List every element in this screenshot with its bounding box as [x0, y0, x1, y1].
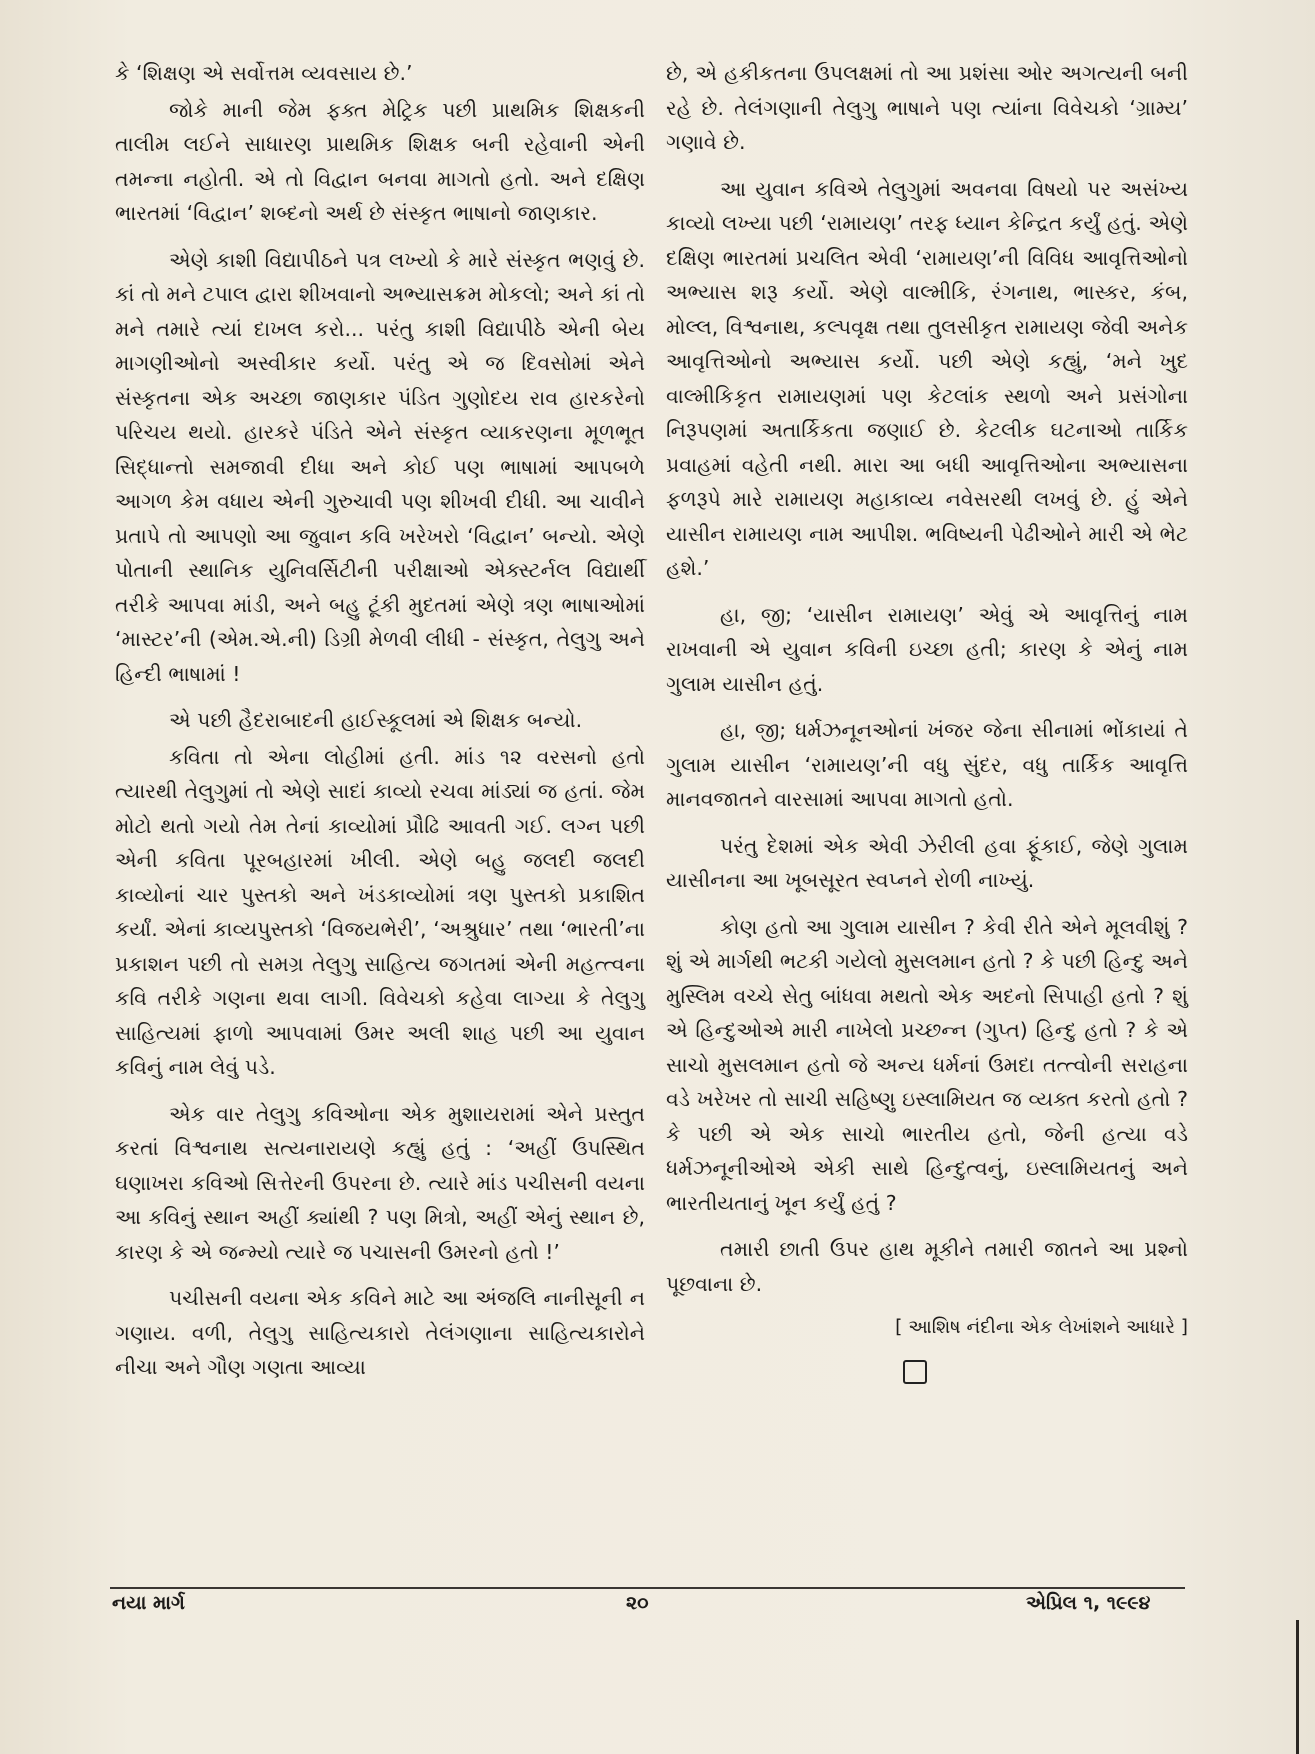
paragraph: આ યુવાન કવિએ તેલુગુમાં અવનવા વિષયો પર અસંખ્ય કાવ્યો લખ્યા પછી ‘રામાયણ’ તરફ ધ્યાન કેન્દ્રિત કર્યું હતું. એણે દક્ષિણ ભારતમાં પ્રચલિત એવી ‘રામાયણ’ની વિવિધ આવૃત્તિઓનો અભ્યાસ શરૂ કર્યો. એણે વાલ્મીકિ, રંગનાથ, ભાસ્કર, કંબ, મોલ્લ, વિશ્વનાથ, કલ્પવૃક્ષ તથા તુલસીકૃત રામાયણ જેવી અનેક આવૃત્તિઓનો અભ્યાસ કર્યો. પછી એણે કહ્યું, ‘મને ખુદ વાલ્મીકિકૃત રામાયણમાં પણ કેટલાંક સ્થળો અને પ્રસંગોના નિરૂપણમાં અતાર્કિકતા જણાઈ છે. કેટલીક ઘટનાઓ તાર્કિક પ્રવાહમાં વહેતી નથી. મારા આ બધી આવૃત્તિઓના અભ્યાસના ફળરૂપે મારે રામાયણ મહાકાવ્ય નવેસરથી લખવું છે. હું એને યાસીન રામાયણ નામ આપીશ. ભવિષ્યની પેઢીઓને મારી એ ભેટ હશે.’: [666, 176, 1188, 580]
paragraph: હા, જી; ‘યાસીન રામાયણ’ એવું એ આવૃત્તિનું નામ રાખવાની એ યુવાન કવિની ઇચ્છા હતી; કારણ કે એનું નામ ગુલામ યાસીન હતું.: [666, 602, 1188, 696]
paragraph: તમારી છાતી ઉપર હાથ મૂકીને તમારી જાતને આ પ્રશ્નો પૂછવાના છે.: [666, 1237, 1188, 1296]
paragraph: છે, એ હકીકતના ઉપલક્ષમાં તો આ પ્રશંસા ઓર અગત્યની બની રહે છે. તેલંગણાની તેલુગુ ભાષાને પણ ત્યાંના વિવેચકો ‘ગ્રામ્ય’ ગણાવે છે.: [666, 61, 1188, 154]
paragraph: એણે કાશી વિદ્યાપીઠને પત્ર લખ્યો કે મારે સંસ્કૃત ભણવું છે. કાં તો મને ટપાલ દ્વારા શીખવાનો અભ્યાસક્રમ મોકલો; અને કાં તો મને તમારે ત્યાં દાખલ કરો... પરંતુ કાશી વિદ્યાપીઠે એની બેય માગણીઓનો અસ્વીકાર કર્યો. પરંતુ એ જ દિવસોમાં એને સંસ્કૃતના એક અચ્છા જાણકાર પંડિત ગુણોદય રાવ હારકરેનો પરિચય થયો. હારકરે પંડિતે એને સંસ્કૃત વ્યાકરણના મૂળભૂત સિદ્ધાન્તો સમજાવી દીધા અને કોઈ પણ ભાષામાં આપબળે આગળ કેમ વધાય એની ગુરુચાવી પણ શીખવી દીધી. આ ચાવીને પ્રતાપે તો આપણો આ જુવાન કવિ ખરેખરો ‘વિદ્વાન’ બન્યો. એણે પોતાની સ્થાનિક યુનિવર્સિટીની પરીક્ષાઓ એક્સ્ટર્નલ વિદ્યાર્થી તરીકે આપવા માંડી, અને બહુ ટૂંકી મુદતમાં એણે ત્રણ ભાષાઓમાં ‘માસ્ટર’ની (એમ.એ.ની) ડિગ્રી મેળવી લીધી - સંસ્કૃત, તેલુગુ અને હિન્દી ભાષામાં !: [115, 247, 645, 686]
paragraph: પરંતુ દેશમાં એક એવી ઝેરીલી હવા ફૂંકાઈ, જેણે ગુલામ યાસીનના આ ખૂબસૂરત સ્વપ્નને રોળી નાખ્યું.: [666, 833, 1188, 892]
attribution: [ આશિષ નંદીના એક લેખાંશને આધારે ]: [895, 1317, 1188, 1338]
paragraph: કે ‘શિક્ષણ એ સર્વોત્તમ વ્યવસાય છે.’: [115, 61, 413, 85]
end-mark-icon: [903, 1360, 927, 1384]
footer-magazine-name: નયા માર્ગ: [112, 1592, 185, 1614]
paragraph: કવિતા તો એના લોહીમાં હતી. માંડ ૧૨ વરસનો હતો ત્યારથી તેલુગુમાં તો એણે સાદાં કાવ્યો રચવા માંડ્યાં જ હતાં. જેમ મોટો થતો ગયો તેમ તેનાં કાવ્યોમાં પ્રૌઢિ આવતી ગઈ. લગ્ન પછી એની કવિતા પૂરબહારમાં ખીલી. એણે બહુ જલદી જલદી કાવ્યોનાં ચાર પુસ્તકો અને ખંડકાવ્યોમાં ત્રણ પુસ્તકો પ્રકાશિત કર્યાં. એનાં કાવ્યપુસ્તકો ‘વિજયભેરી’, ‘અશ્રુધાર’ તથા ‘ભારતી’ના પ્રકાશન પછી તો સમગ્ર તેલુગુ સાહિત્ય જગતમાં એની મહત્ત્વના કવિ તરીકે ગણના થવા લાગી. વિવેચકો કહેવા લાગ્યા કે તેલુગુ સાહિત્યમાં ફાળો આપવામાં ઉમર અલી શાહ પછી આ યુવાન કવિનું નામ લેવું પડે.: [115, 744, 645, 1079]
paragraph: એક વાર તેલુગુ કવિઓના એક મુશાયરામાં એને પ્રસ્તુત કરતાં વિશ્વનાથ સત્યનારાયણે કહ્યું હતું : ‘અહીં ઉપસ્થિત ઘણાખરા કવિઓ સિત્તેરની ઉપરના છે. ત્યારે માંડ પચીસની વયના આ કવિનું સ્થાન અહીં ક્યાંથી ? પણ મિત્રો, અહીં એનું સ્થાન છે, કારણ કે એ જન્મ્યો ત્યારે જ પચાસની ઉમરનો હતો !’: [115, 1101, 645, 1264]
paragraph: જોકે માની જેમ ફક્ત મેટ્રિક પછી પ્રાથમિક શિક્ષકની તાલીમ લઈને સાધારણ પ્રાથમિક શિક્ષક બની રહેવાની એની તમન્ના નહોતી. એ તો વિદ્વાન બનવા માગતો હતો. અને દક્ષિણ ભારતમાં ‘વિદ્વાન’ શબ્દનો અર્થ છે સંસ્કૃત ભાષાનો જાણકાર.: [115, 97, 645, 225]
page-edge-shadow: [1296, 1620, 1299, 1754]
paragraph: કોણ હતો આ ગુલામ યાસીન ? કેવી રીતે એને મૂલવીશું ? શું એ માર્ગથી ભટકી ગયેલો મુસલમાન હતો ? કે પછી હિન્દુ અને મુસ્લિમ વચ્ચે સેતુ બાંધવા મથતો એક અદનો સિપાહી હતો ? શું એ હિન્દુઓએ મારી નાખેલો પ્રચ્છન્ન (ગુપ્ત) હિન્દુ હતો ? કે એ સાચો મુસલમાન હતો જે અન્ય ધર્મનાં ઉમદા તત્ત્વોની સરાહના વડે ખરેખર તો સાચી સહિષ્ણુ ઇસ્લામિયત જ વ્યક્ત કરતો હતો ? કે પછી એ એક સાચો ભારતીય હતો, જેની હત્યા વડે ધર્મઝનૂનીઓએ એકી સાથે હિન્દુત્વનું, ઇસ્લામિયતનું અને ભારતીયતાનું ખૂન કર્યું હતું ?: [666, 914, 1188, 1215]
paragraph: હા, જી; ધર્મઝનૂનઓનાં ખંજર જેના સીનામાં ભોંકાયાં તે ગુલામ યાસીન ‘રામાયણ’ની વધુ સુંદર, વધુ તાર્કિક આવૃત્તિ માનવજાતને વારસામાં આપવા માગતો હતો.: [666, 718, 1188, 811]
paragraph: પચીસની વયના એક કવિને માટે આ અંજલિ નાનીસૂની ન ગણાય. વળી, તેલુગુ સાહિત્યકારો તેલંગણાના સાહિત્યકારોને નીચા અને ગૌણ ગણતા આવ્યા: [115, 1286, 645, 1379]
left-column: [115, 56, 645, 1387]
footer-rule: [110, 1587, 1185, 1589]
footer-date: એપ્રિલ ૧, ૧૯૯૪: [1026, 1592, 1151, 1614]
footer-page-number: ૨૦: [626, 1592, 649, 1614]
right-column: [666, 56, 1188, 1384]
paragraph: એ પછી હૈદરાબાદની હાઈસ્કૂલમાં એ શિક્ષક બન્યો.: [169, 708, 583, 732]
